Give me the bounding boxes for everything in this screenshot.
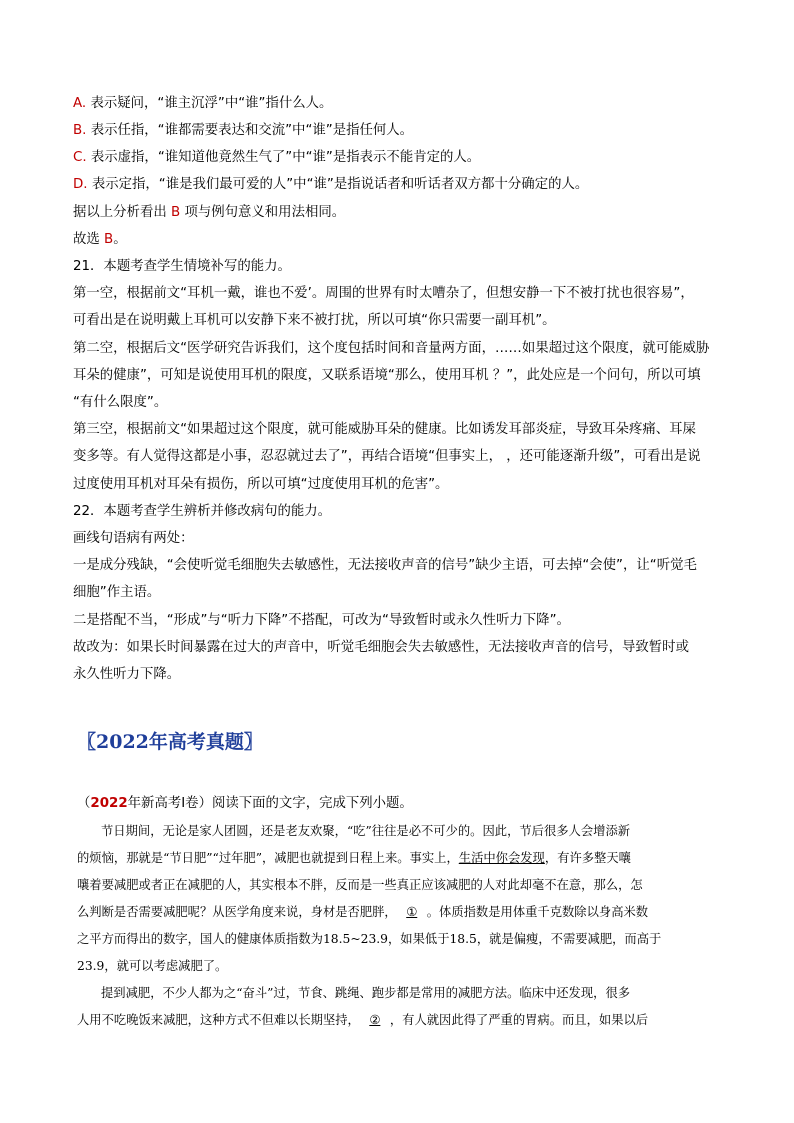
source-year: 2022 (90, 796, 128, 811)
analysis-conclusion: 据以上分析看出 B 项与例句意义和用法相同。 (73, 205, 346, 220)
option-letter: A. (73, 96, 87, 111)
passage-line: 23.9，就可以考虑减肥了。 (77, 959, 228, 973)
q22-line: 故改为：如果长时间暴露在过大的声音中，听觉毛细胞会失去敏感性，无法接收声音的信号，导致暂时或 (73, 640, 689, 655)
option-text: 表示定指，“谁是我们最可爱的人”中“谁”是指说话者和听话者双方都十分确定的人。 (91, 177, 589, 192)
q21-heading: 21．本题考查学生情境补写的能力。 (73, 259, 291, 274)
q21-line: 变多等。有人觉得这都是小事，忍忍就过去了”，再结合语境“但事实上， ，还可能逐渐升级”，可看出是说 (73, 449, 701, 464)
q22-line: 一是成分残缺，“会使听觉毛细胞失去敏感性，无法接收声音的信号”缺少主语，可去掉“会使”，让“听觉毛 (73, 558, 697, 573)
option-text: 表示任指，“谁都需要表达和交流”中“谁”是指任何人。 (90, 123, 414, 138)
q22-line: 画线句语病有两处： (73, 531, 194, 546)
q21-line: 第三空，根据前文“如果超过这个限度，就可能威胁耳朵的健康。比如诱发耳部炎症，导致耳朵疼痛、耳屎 (73, 422, 696, 437)
underlined-sentence: 生活中你会发现 (458, 851, 545, 865)
q21-line: “有什么限度”。 (73, 395, 168, 410)
option-d (73, 176, 588, 194)
option-letter: C. (73, 150, 87, 165)
q21-line: 耳朵的健康”，可知是说使用耳机的限度，又联系语境“那么，使用耳机 ？”，此处应是一个问句，所以可填 (73, 368, 701, 383)
passage-line: 嚷着要减肥或者正在减肥的人，其实根本不胖，反而是一些真正应该减肥的人对此却毫不在意，那么，怎 (77, 878, 643, 892)
q21-line: 第一空，根据前文“耳机一戴，谁也不爱’。周围的世界有时太嘈杂了，但想安静一下不被打扰也很容易”， (73, 286, 694, 301)
q22-heading: 22．本题考查学生辨析并修改病句的能力。 (73, 504, 332, 519)
option-text: 表示疑问，“谁主沉浮”中“谁”指什么人。 (90, 96, 333, 111)
answer-line: 故选 B。 (73, 232, 127, 247)
answer-letter: B (171, 205, 181, 220)
blank-1: ① (406, 905, 418, 919)
q21-line: 过度使用耳机对耳朵有损伤，所以可填“过度使用耳机的危害”。 (73, 477, 449, 492)
passage-line: 之平方而得出的数字，国人的健康体质指数为18.5~23.9，如果低于18.5，就是偏瘦，不需要减肥，而高于 (77, 932, 662, 946)
q21-line: 第二空，根据后文“医学研究告诉我们，这个度包括时间和音量两方面，……如果超过这个限度，就可能威胁 (73, 341, 710, 356)
q21-line: 可看出是在说明戴上耳机可以安静下来不被打扰，所以可填“你只需要一副耳机”。 (73, 313, 556, 328)
option-a (73, 95, 332, 113)
q22-line: 永久性听力下降。 (73, 667, 181, 682)
blank-2: ② (369, 1013, 381, 1027)
passage-line: 提到减肥，不少人都为之“奋斗”过，节食、跳绳、跑步都是常用的减肥方法。临床中还发现，很多 (101, 986, 631, 1000)
q22-line: 二是搭配不当，“形成”与“听力下降”不搭配，可改为“导致暂时或永久性听力下降”。 (73, 613, 570, 628)
option-text: 表示虚指，“谁知道他竟然生气了”中“谁”是指表示不能肯定的人。 (90, 150, 481, 165)
q22-line: 细胞”作主语。 (73, 585, 161, 600)
option-b (73, 122, 413, 140)
option-c (73, 149, 480, 167)
question-source: （2022年新高考Ⅰ卷）阅读下面的文字，完成下列小题。 (77, 796, 413, 811)
passage-line: 节日期间，无论是家人团圆，还是老友欢聚，“吃”往往是必不可少的。因此，节后很多人会增添新 (101, 824, 631, 838)
option-letter: B. (73, 123, 87, 138)
option-letter: D. (73, 177, 88, 192)
passage-line: 么判断是否需要减肥呢？从医学角度来说，身材是否肥胖， ① 。体质指数是用体重千克数除以身高米数 (77, 899, 717, 926)
section-title: 〖2022年高考真题〗 (77, 731, 263, 753)
answer-letter: B (104, 232, 114, 247)
passage-line: 的烦恼，那就是“节日肥”“过年肥”，减肥也就提到日程上来。事实上，生活中你会发现，有许多整天嚷 (77, 851, 631, 865)
passage-line: 人用不吃晚饭来减肥，这种方式不但难以长期坚持， ② ，有人就因此得了严重的胃病。而且，如果以后 (77, 1007, 717, 1034)
